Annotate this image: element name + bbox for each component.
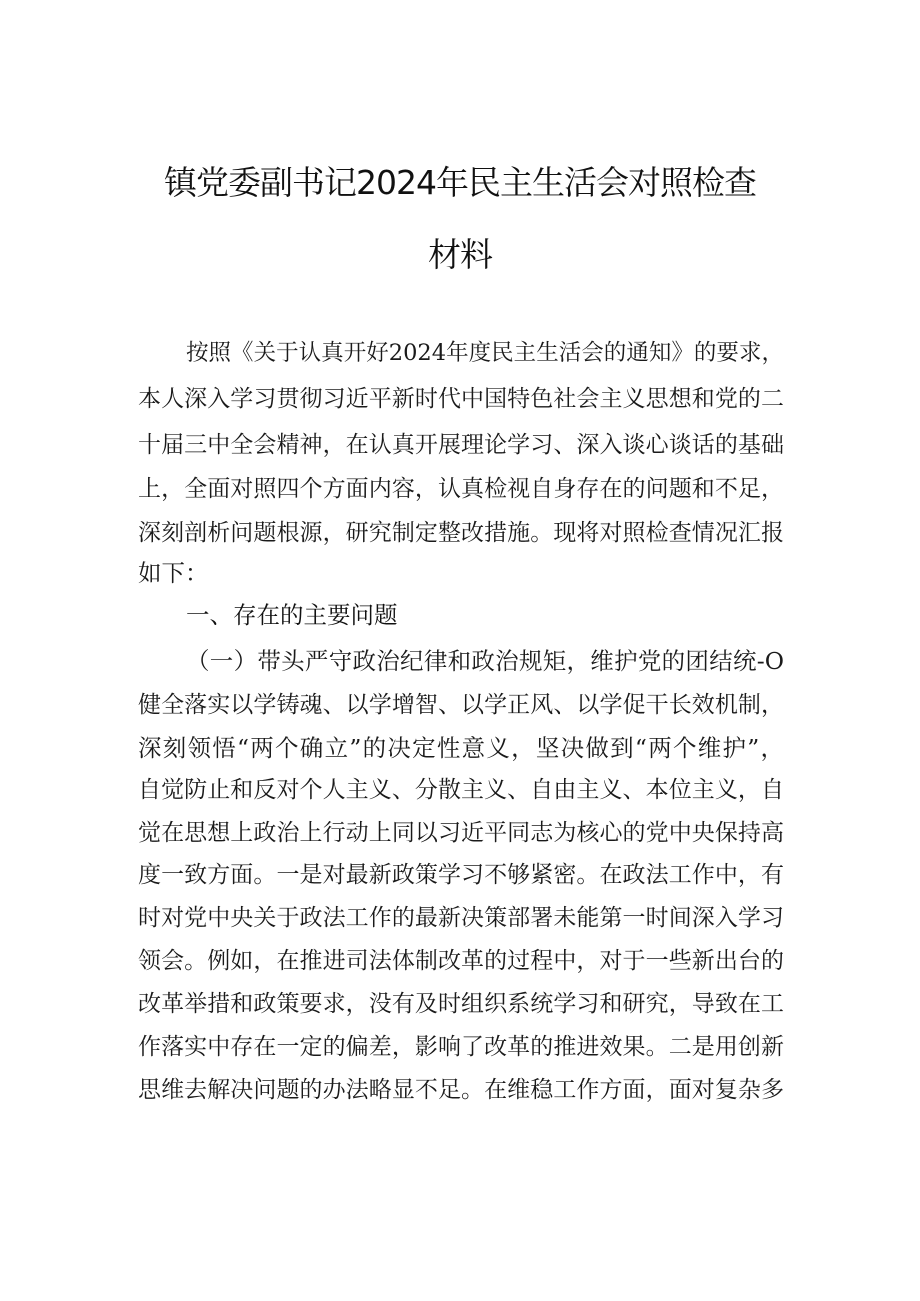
- section-heading: 一、存在的主要问题: [186, 601, 398, 629]
- section-paragraph-line: 觉在思想上政治上行动上同以习近平同志为核心的党中央保持高: [138, 820, 784, 846]
- section-paragraph-line: 自觉防止和反对个人主义、分散主义、自由主义、本位主义，自: [138, 777, 784, 803]
- section-paragraph-line: 健全落实以学铸魂、以学增智、以学正风、以学促干长效机制，: [138, 692, 784, 718]
- intro-paragraph-line: 深刻剖析问题根源，研究制定整改措施。现将对照检查情况汇报: [138, 520, 784, 546]
- intro-paragraph-line: 十届三中全会精神，在认真开展理论学习、深入谈心谈话的基础: [138, 432, 784, 458]
- section-paragraph-line: 改革举措和政策要求，没有及时组织系统学习和研究，导致在工: [138, 991, 784, 1017]
- document-title-line-1: 镇党委副书记2024年民主生活会对照检查: [164, 163, 756, 202]
- section-paragraph-line: 度一致方面。一是对最新政策学习不够紧密。在政法工作中，有: [138, 862, 784, 888]
- document-title-line-2: 材料: [428, 235, 492, 274]
- section-paragraph-line: （一）带头严守政治纪律和政治规矩，维护党的团结统-O: [186, 647, 784, 675]
- section-paragraph-line: 深刻领悟“两个确立”的决定性意义，坚决做到“两个维护”，: [138, 734, 784, 762]
- section-paragraph-line: 思维去解决问题的办法略显不足。在维稳工作方面，面对复杂多: [138, 1077, 784, 1103]
- intro-paragraph-line: 按照《关于认真开好2024年度民主生活会的通知》的要求，: [186, 340, 784, 366]
- section-paragraph-line: 作落实中存在一定的偏差，影响了改革的推进效果。二是用创新: [138, 1034, 784, 1060]
- intro-paragraph-line: 本人深入学习贯彻习近平新时代中国特色社会主义思想和党的二: [138, 386, 784, 412]
- intro-paragraph-line: 上，全面对照四个方面内容，认真检视自身存在的问题和不足，: [138, 476, 784, 502]
- section-paragraph-line: 领会。例如，在推进司法体制改革的过程中，对于一些新出台的: [138, 948, 784, 974]
- section-paragraph-line: 时对党中央关于政法工作的最新决策部署未能第一时间深入学习: [138, 905, 784, 931]
- intro-paragraph-line: 如下：: [138, 559, 209, 587]
